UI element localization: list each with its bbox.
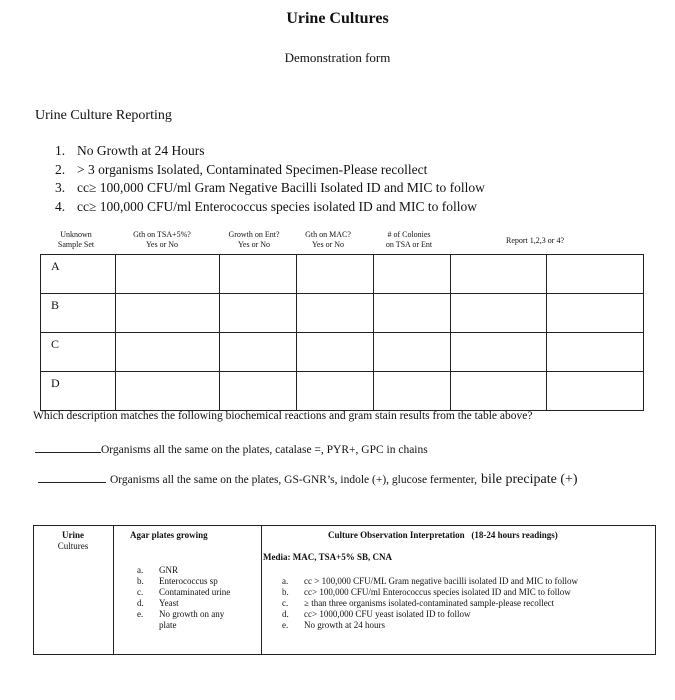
answer-blank-2[interactable] (38, 482, 106, 483)
table-cell[interactable] (547, 255, 644, 294)
table-cell[interactable] (451, 294, 547, 333)
answer-row-1 (35, 440, 428, 458)
list-item: plate (159, 620, 177, 630)
list-item: b. cc> 100,000 CFU/ml Enterococcus species isolated ID and MIC to follow (282, 587, 571, 597)
table-cell[interactable] (116, 294, 220, 333)
table-cell[interactable] (220, 333, 297, 372)
list-item: 1. No Growth at 24 Hours (55, 143, 205, 158)
reporting-rules-list (55, 142, 485, 216)
row-label: B (41, 294, 116, 333)
table-cell[interactable] (297, 333, 374, 372)
list-item: e. No growth at 24 hours (282, 620, 385, 630)
header-report: Report 1,2,3 or 4? (506, 236, 564, 245)
header-colonies: # of Colonies on TSA or Ent (385, 230, 433, 249)
table-cell[interactable] (374, 255, 451, 294)
agar-plates-list (137, 565, 257, 631)
row-label: C (41, 333, 116, 372)
table-cell[interactable] (547, 372, 644, 411)
list-item: 3. cc≥ 100,000 CFU/ml Gram Negative Bacilli Isolated ID and MIC to follow (55, 180, 485, 195)
list-item: 2. > 3 organisms Isolated, Contaminated Specimen-Please recollect (55, 161, 428, 177)
interpretations-list (282, 576, 652, 631)
box-col2-header: Agar plates growing (130, 530, 208, 540)
answer-blank-1[interactable] (35, 452, 101, 453)
table-cell[interactable] (451, 255, 547, 294)
section-title: Urine Culture Reporting (35, 108, 172, 123)
table-cell[interactable] (374, 372, 451, 411)
list-item: a. cc > 100,000 CFU/ML Gram negative bacilli isolated ID and MIC to follow (282, 576, 578, 586)
question-text: Which description matches the following biochemical reactions and gram stain results from the table above? (33, 410, 533, 422)
answer-1-text: Organisms all the same on the plates, catalase =, PYR+, GPC in chains (101, 444, 428, 456)
table-cell[interactable] (297, 255, 374, 294)
table-cell[interactable] (116, 255, 220, 294)
table-cell[interactable] (297, 372, 374, 411)
table-row (41, 294, 644, 333)
table-cell[interactable] (116, 372, 220, 411)
table-row (41, 372, 644, 411)
box-col1-header: Urine Cultures (57, 530, 89, 551)
page-title: Urine Cultures (286, 10, 389, 27)
list-item: c. Contaminated urine (137, 587, 231, 597)
header-growth-tsa: Gth on TSA+5%? Yes or No (133, 230, 191, 249)
list-item: a. GNR (137, 565, 179, 575)
answer-2-text: Organisms all the same on the plates, GS-GNR’s, indole (+), glucose fermenter, (110, 474, 478, 486)
list-item: d. cc> 1000,000 CFU yeast isolated ID to follow (282, 609, 471, 619)
list-item: c. ≥ than three organisms isolated-contaminated sample-please recollect (282, 598, 555, 608)
list-item: e. No growth on any (137, 609, 225, 619)
box-col3-header: Culture Observation Interpretation (18-24 hours readings) (328, 530, 558, 540)
table-cell[interactable] (374, 333, 451, 372)
table-cell[interactable] (451, 333, 547, 372)
header-growth-ent: Growth on Ent? Yes or No (228, 230, 280, 249)
table-row (41, 255, 644, 294)
header-unknown-sample-set: Unknown Sample Set (57, 230, 95, 249)
results-table (40, 254, 644, 411)
list-item: 4. cc≥ 100,000 CFU/ml Enterococcus species isolated ID and MIC to follow (55, 198, 477, 214)
answer-row-2 (38, 470, 578, 488)
table-cell[interactable] (547, 294, 644, 333)
media-label: Media: MAC, TSA+5% SB, CNA (263, 552, 392, 562)
list-item: b. Enterococcus sp (137, 576, 218, 586)
row-label: D (41, 372, 116, 411)
table-cell[interactable] (451, 372, 547, 411)
divider (261, 525, 262, 655)
table-row (41, 333, 644, 372)
divider (113, 525, 114, 655)
row-label: A (41, 255, 116, 294)
answer-2-text-tail: bile precipate (+) (481, 472, 578, 487)
table-cell[interactable] (220, 294, 297, 333)
table-cell[interactable] (547, 333, 644, 372)
table-cell[interactable] (220, 372, 297, 411)
table-cell[interactable] (116, 333, 220, 372)
page-subtitle: Demonstration form (284, 50, 391, 65)
list-item: d. Yeast (137, 598, 179, 608)
table-cell[interactable] (220, 255, 297, 294)
header-growth-mac: Gth on MAC? Yes or No (305, 230, 351, 249)
table-cell[interactable] (297, 294, 374, 333)
table-cell[interactable] (374, 294, 451, 333)
